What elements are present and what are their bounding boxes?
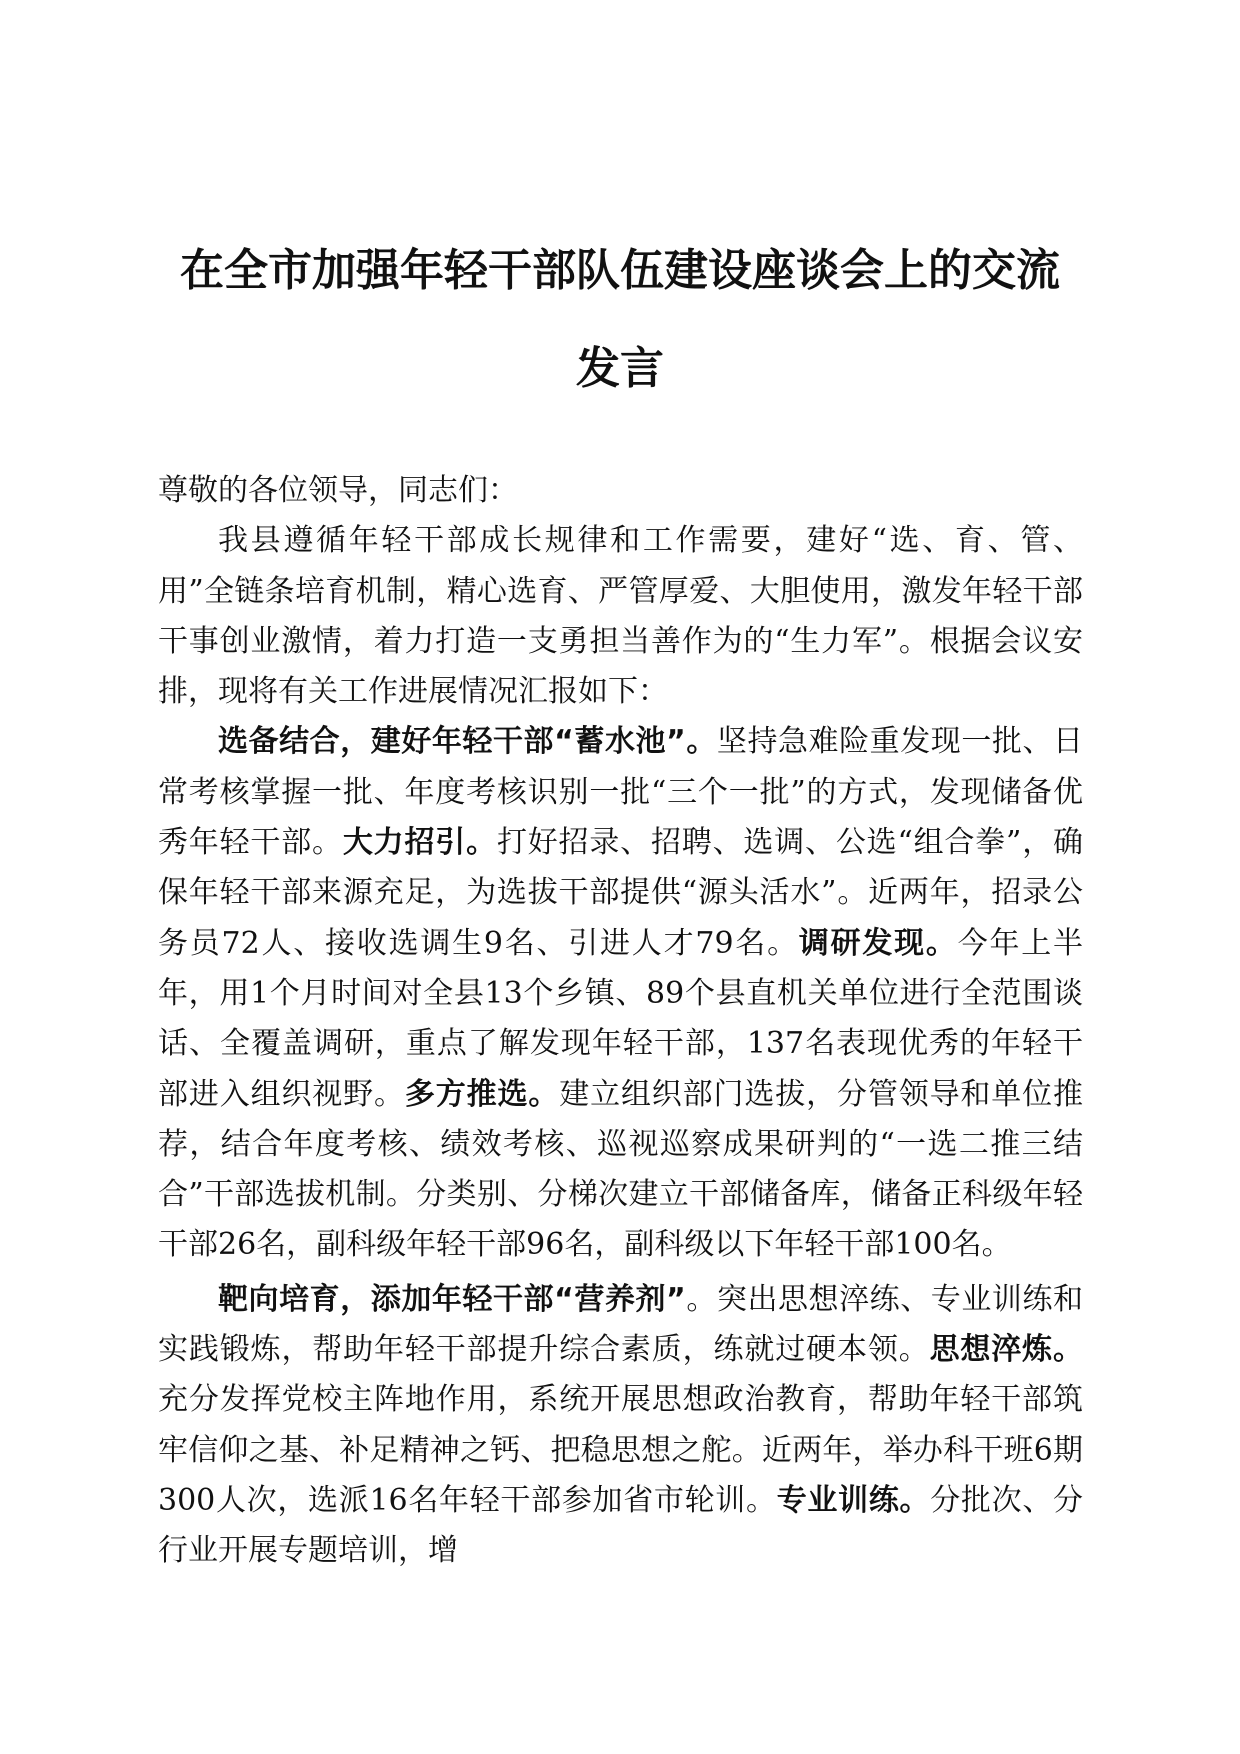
document-title (120, 222, 1120, 418)
intro-paragraph: 我县遵循年轻干部成长规律和工作需要，建好“选、育、管、用”全链条培育机制，精心选育、严管厚爱、大胆使用，激发年轻干部干事创业激情，着力打造一支勇担当善作为的“生力军”。根据会议安排，现将有关工作进展情况汇报如下： (158, 523, 1083, 710)
section-2-text-2: 充分发挥党校主阵地作用，系统开展思想政治教育，帮助年轻干部筑牢信仰之基、补足精神之钙、把稳思想之舵。近两年，举办科干班6期300人次，选派16名年轻干部参加省市轮训。 (158, 1382, 1083, 1518)
section-2-text-3: 分批次、分行业开展专题培训，增 (158, 1482, 1084, 1569)
section-1-subheading-1: 大力招引。 (342, 825, 497, 861)
section-2-heading: 靶向培育，添加年轻干部“营养剂” (218, 1281, 686, 1317)
section-1-heading: 选备结合，建好年轻干部“蓄水池”。 (218, 724, 717, 760)
section-1-text-2: 打好招录、招聘、选调、公选“组合拳”，确保年轻干部来源充足，为选拔干部提供“源头活水”。近两年，招录公务员72人、接收选调生9名、引进人才79名。 (158, 825, 1084, 961)
section-1-subheading-2: 调研发现。 (798, 925, 958, 961)
document-body (158, 466, 1083, 1577)
section-2-subheading-1: 思想淬炼。 (929, 1332, 1084, 1368)
section-2-paragraph (158, 1275, 1083, 1577)
section-1-text-3: 今年上半年，用1个月时间对全县13个乡镇、89个县直机关单位进行全范围谈话、全覆盖调研，重点了解发现年轻干部，137名表现优秀的年轻干部进入组织视野。 (158, 925, 1084, 1112)
section-1-text-1: 坚持急难险重发现一批、日常考核掌握一批、年度考核识别一批“三个一批”的方式，发现储备优秀年轻干部。 (158, 724, 1084, 861)
section-1-text-4: 建立组织部门选拔，分管领导和单位推荐，结合年度考核、绩效考核、巡视巡察成果研判的“一选二推三结合”干部选拔机制。分类别、分梯次建立干部储备库，储备正科级年轻干部26名，副科级年轻干部96名，副科级以下年轻干部100名。 (158, 1076, 1084, 1263)
section-1-subheading-3: 多方推选。 (404, 1076, 560, 1112)
title-line-1: 在全市加强年轻干部队伍建设座谈会上的交流 (180, 245, 1060, 296)
title-line-2: 发言 (576, 343, 664, 394)
section-1-paragraph (158, 717, 1083, 1270)
section-2-text-1: 。突出思想淬练、专业训练和实践锻炼，帮助年轻干部提升综合素质，练就过硬本领。 (158, 1281, 1084, 1368)
section-2-subheading-2: 专业训练。 (776, 1482, 931, 1518)
salutation: 尊敬的各位领导，同志们： (158, 473, 518, 508)
